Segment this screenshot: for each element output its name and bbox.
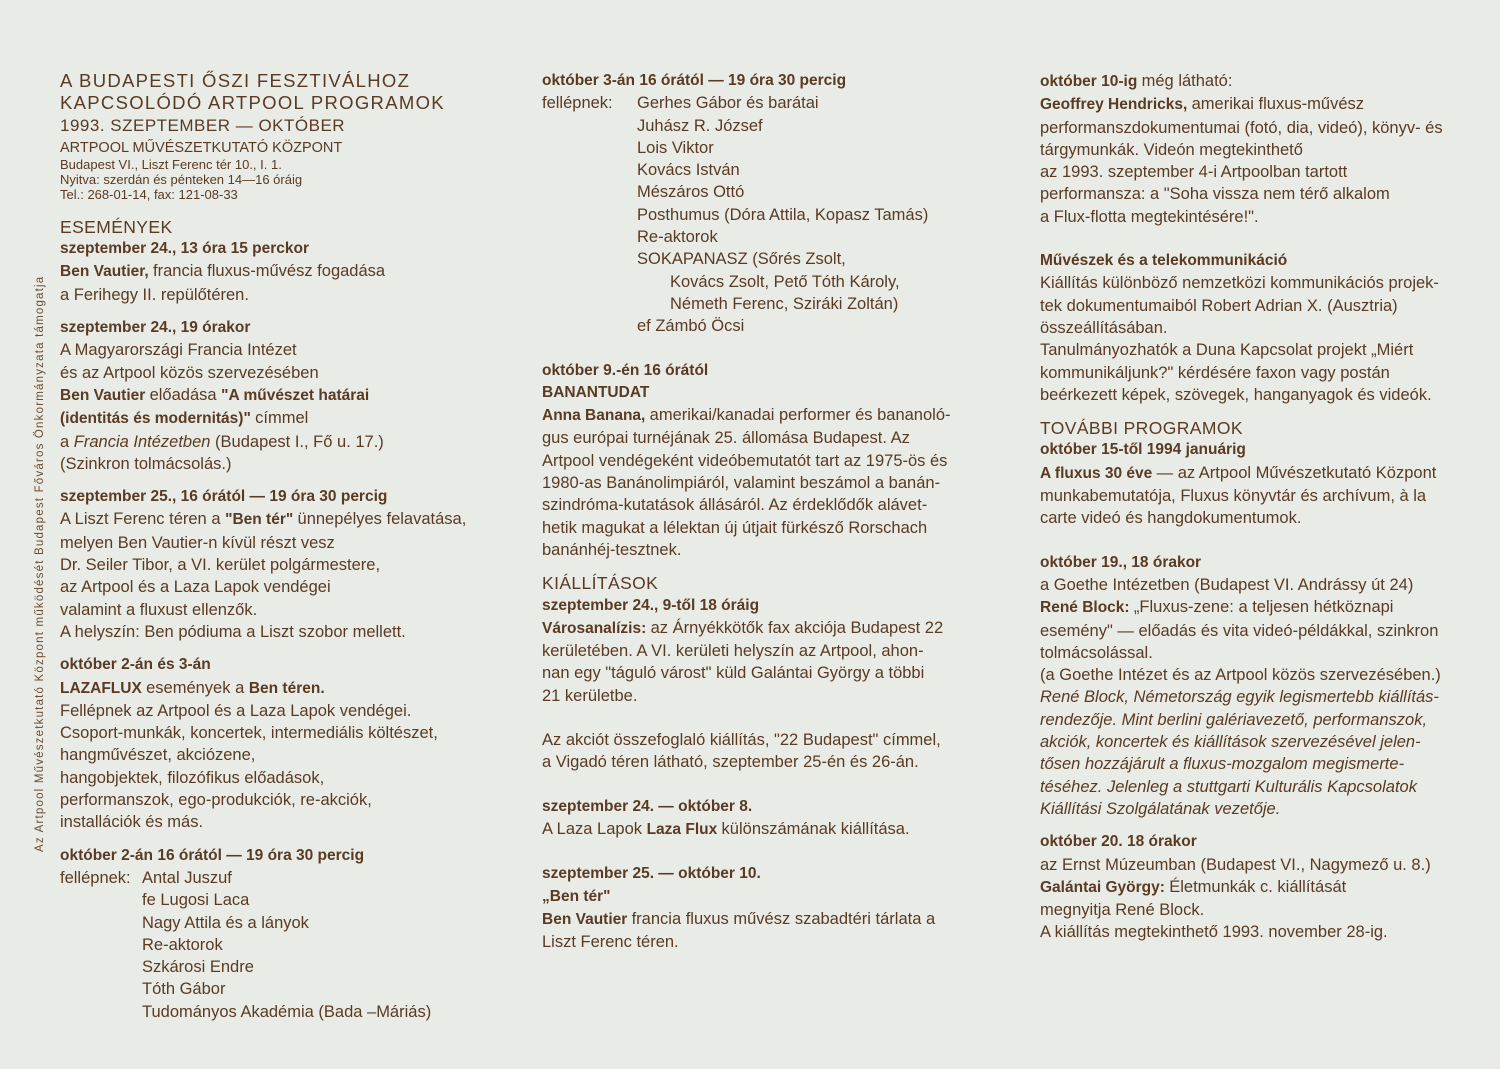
place-name: Ben téren. [248,679,325,697]
event-text: megnyitja René Block. [1040,901,1205,920]
performer: Mészáros Ottó [637,183,745,202]
event-text: a Flux-flotta megtekintésére!". [1040,207,1259,226]
performers-label: fellépnek: [542,94,613,113]
event-text: gus európai turnéjának 25. állomása Budapest. Az [542,429,910,448]
event-text: az Ernst Múzeumban (Budapest VI., Nagymező u. 8.) [1040,855,1431,874]
event-text: A Laza Lapok [542,819,642,838]
event-text: a Ferihegy II. repülőtéren. [60,285,249,304]
performer: Kovács Zsolt, Pető Tóth Károly, [670,272,900,291]
event-text: a [60,432,70,451]
event-text: különszámának kiállítása. [721,819,910,838]
event-date: október 3-án 16 órától — 19 óra 30 percig [542,72,847,89]
event-text: szindróma-kutatások állásáról. Az érdeklődők alávet- [542,496,928,515]
event-title: Művészek és a telekommunikáció [1040,252,1288,270]
publication-name: Laza Flux [646,820,718,838]
performer: Nagy Attila és a lányok [142,913,309,932]
event-text: (Szinkron tolmácsolás.) [60,454,232,473]
event-title: BANANTUDAT [542,383,650,401]
event-text: Artpool vendégeként videóbemutatót tart az 1975-ös és [542,451,948,470]
event-date: október 2-án és 3-án [60,656,211,674]
performer: ef Zámbó Öcsi [637,317,745,336]
event-text: (a Goethe Intézet és az Artpool közös szervezésében.) [1040,666,1441,685]
performer: Németh Ferenc, Sziráki Zoltán) [670,294,899,313]
event-text: carte videó és hangdokumentumok. [1040,509,1302,528]
event-text: Fellépnek az Artpool és a Laza Lapok vendégei. [60,701,412,720]
event-text: ünnepélyes felavatása, [297,510,467,529]
page-title-line-2: KAPCSOLÓDÓ ARTPOOL PROGRAMOK [60,92,445,114]
section-heading-exhibitions: KIÁLLÍTÁSOK [542,573,659,594]
event-text: címmel [255,409,309,428]
artist-name: Ben Vautier [60,386,146,404]
performer: Gerhes Gábor és barátai [637,94,819,113]
event-text: kerületében. A VI. kerületi helyszín az Artpool, ahon- [542,642,924,661]
performer: Lois Viktor [637,138,714,157]
opening-hours: Nyitva: szerdán és pénteken 14—16 óráig [60,171,303,187]
event-text: A Liszt Ferenc téren a [60,510,221,529]
event-date: szeptember 24., 19 órakor [60,319,251,337]
event-text: az Artpool és a Laza Lapok vendégei [60,578,331,597]
speaker-bio: téséhez. Jelenleg a stuttgarti Kulturális Kapcsolatok [1040,777,1417,796]
event-text: tek dokumentumaiból Robert Adrian X. (Ausztria) [1040,296,1398,315]
event-text: a Goethe Intézetben (Budapest VI. Andrássy út 24) [1040,575,1414,594]
event-text: amerikai/kanadai performer és bananoló- [649,406,951,425]
column-middle [542,70,992,953]
event-text: performanszok, ego-produkciók, re-akciók, [60,791,372,810]
event-date: szeptember 24., 13 óra 15 perckor [60,240,309,258]
event-text: performanszdokumentumai (fotó, dia, videó), könyv- és [1040,118,1443,137]
section-heading-more-programs: TOVÁBBI PROGRAMOK [1040,418,1243,439]
column-right [1040,70,1480,944]
event-text: — az Artpool Művészetkutató Központ [1156,463,1437,482]
column-left [60,70,500,1023]
event-text: az Árnyékkötők fax akciója Budapest 22 [650,618,944,637]
event-text: események a [146,678,245,697]
sponsor-note: Az Artpool Művészetkutató Központ működését Budapest Főváros Önkormányzata támogatja [34,275,46,852]
event-date: október 9.-én 16 órától [542,361,709,379]
page-title-line-1: A BUDAPESTI ŐSZI FESZTIVÁLHOZ [60,70,411,91]
lecture-title: "A művészet határai [221,386,370,404]
performer: Szkárosi Endre [142,958,254,977]
event-text: hangművészet, akciózene, [60,746,256,765]
event-text: esemény" — előadás és vita videó-példákkal, szinkron [1040,621,1439,640]
event-text: kommunikáljunk?" kérdésére faxon vagy postán [1040,363,1390,382]
event-text: francia fluxus művész szabadtéri tárlata a [631,909,936,928]
artist-name: Geoffrey Hendricks, [1040,96,1188,114]
performer: Re-aktorok [637,228,718,247]
performer: Re-aktorok [142,935,223,954]
event-text: munkabemutatója, Fluxus könyvtár és archívum, à la [1040,487,1427,506]
event-text: Liszt Ferenc téren. [542,933,679,952]
artist-name: Ben Vautier, [60,263,149,281]
event-text: Az akciót összefoglaló kiállítás, "22 Budapest" címmel, [542,731,941,750]
event-date: szeptember 25., 16 órától — 19 óra 30 percig [60,488,388,506]
event-date: szeptember 25. — október 10. [542,865,761,883]
event-title: A fluxus 30 éve [1040,464,1153,482]
event-text: Tanulmányozhatók a Duna Kapcsolat projekt „Miért [1040,341,1414,360]
event-text: „Fluxus-zene: a teljesen hétköznapi [1133,598,1394,617]
event-text: francia fluxus-művész fogadása [153,262,386,281]
event-date: október 20. 18 órakor [1040,833,1197,851]
performer: Tudományos Akadémia (Bada –Máriás) [142,1002,432,1021]
artist-name: Galántai György: [1040,878,1165,896]
event-text: hangobjektek, filozófikus előadások, [60,768,325,787]
artist-name: Ben Vautier [542,910,628,928]
event-text: még látható: [1141,72,1233,90]
event-date: szeptember 24., 9-től 18 óráig [542,596,760,614]
event-text: beérkezett képek, szövegek, hanganyagok és videók. [1040,385,1432,404]
address-line: Budapest VI., Liszt Ferenc tér 10., I. 1. [60,156,282,172]
speaker-name: René Block: [1040,599,1130,617]
event-text: valamint a fluxust ellenzők. [60,600,258,619]
performer: Kovács István [637,161,740,180]
performer: SOKAPANASZ (Sőrés Zsolt, [637,250,846,269]
event-text: performansza: a "Soha vissza nem térő alkalom [1040,185,1390,204]
artist-name: Anna Banana, [542,407,646,425]
project-name: Városanalízis: [542,619,647,637]
place-name: "Ben tér" [225,511,294,529]
speaker-bio: akciók, koncertek és kiállítások szervezésével jelen- [1040,733,1421,752]
event-text: 1980-as Banánolimpiáról, valamint beszámol a banán- [542,474,941,493]
event-text: banánhéj-tesztnek. [542,540,682,559]
event-date: október 10-ig [1040,73,1138,90]
event-text: tolmácsolással. [1040,643,1153,662]
lecture-title: (identitás és modernitás)" [60,410,251,428]
event-text: melyen Ben Vautier-n kívül részt vesz [60,533,335,552]
event-text: amerikai fluxus-művész [1191,95,1365,114]
performers-label: fellépnek: [60,868,131,887]
event-text: A helyszín: Ben pódiuma a Liszt szobor mellett. [60,622,406,641]
event-text: A kiállítás megtekinthető 1993. november 28-ig. [1040,923,1388,942]
event-text: Kiállítás különböző nemzetközi kommunikációs projek- [1040,274,1439,293]
event-text: és az Artpool közös szervezésében [60,363,319,382]
speaker-bio: Kiállítási Szolgálatának vezetője. [1040,799,1281,818]
performer: Tóth Gábor [142,980,226,999]
section-heading-events: ESEMÉNYEK [60,216,173,237]
event-date: október 19., 18 órakor [1040,553,1202,571]
event-text: installációk és más. [60,813,204,832]
event-text: az 1993. szeptember 4-i Artpoolban tartott [1040,163,1348,182]
speaker-bio: tősen hozzájárult a fluxus-mozgalom megismerte- [1040,755,1405,774]
event-date: október 15-től 1994 januárig [1040,441,1246,459]
org-name: ARTPOOL MŰVÉSZETKUTATÓ KÖZPONT [60,139,343,156]
phone-fax: Tel.: 268-01-14, fax: 121-08-33 [60,186,238,202]
event-text: Csoport-munkák, koncertek, intermediális költészet, [60,724,438,743]
performer: fe Lugosi Laca [142,891,250,910]
event-title: „Ben tér" [542,887,611,905]
event-text: 21 kerületbe. [542,686,638,705]
event-date: szeptember 24. — október 8. [542,797,753,815]
event-text: A Magyarországi Francia Intézet [60,341,297,360]
event-text: nan egy "táguló várost" küld Galántai György a többi [542,664,925,683]
event-date: október 2-án 16 órától — 19 óra 30 percig [60,846,365,864]
event-text: tárgymunkák. Videón megtekinthető [1040,140,1303,159]
page-title-line-3: 1993. SZEPTEMBER — OKTÓBER [60,115,346,135]
event-text: hetik magukat a lélektan új útjait fürkésző Rorschach [542,518,928,537]
speaker-bio: rendezője. Mint berlini galériavezető, performanszok, [1040,710,1428,729]
event-text: összeállításában. [1040,318,1168,337]
event-text: Dr. Seiler Tibor, a VI. kerület polgármestere, [60,556,381,575]
performer: Posthumus (Dóra Attila, Kopasz Tamás) [637,205,929,224]
performer: Juhász R. József [637,116,763,135]
event-text: a Vigadó téren látható, szeptember 25-én és 26-án. [542,753,919,772]
event-name: LAZAFLUX [60,679,142,697]
speaker-bio: René Block, Németország egyik legismertebb kiállítás- [1040,688,1439,707]
event-text: előadása [149,385,217,404]
performer: Antal Juszuf [142,868,232,887]
venue-address: (Budapest I., Fő u. 17.) [215,432,384,451]
venue-name: Francia Intézetben [73,432,211,451]
event-text: Életmunkák c. kiállítását [1169,877,1347,896]
